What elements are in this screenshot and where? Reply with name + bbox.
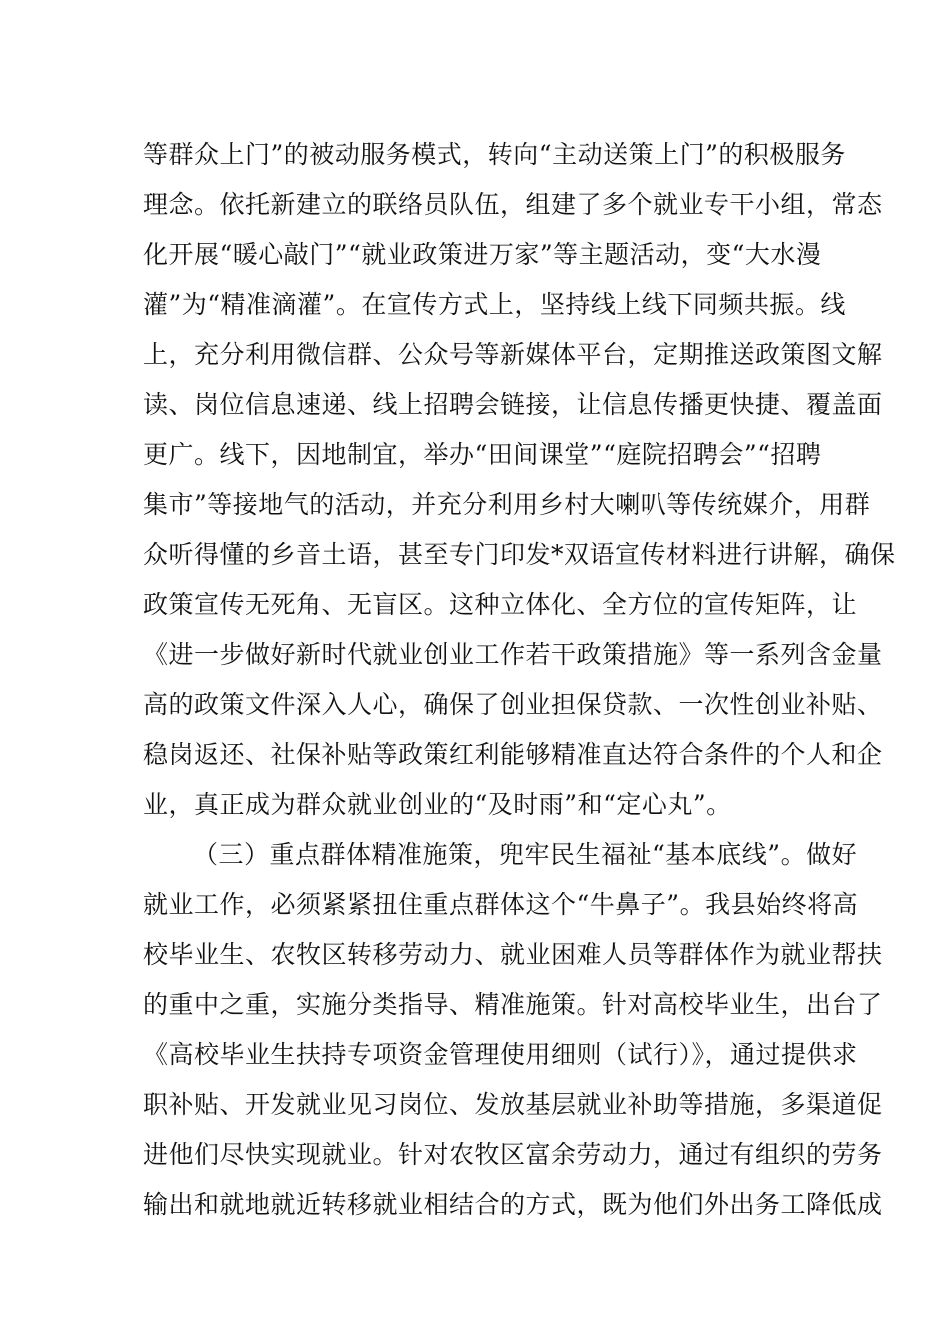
paragraph-2-line: 就业工作，必须紧紧扭住重点群体这个“牛鼻子”。我县始终将高 [143,890,859,919]
paragraph-2-line: 《高校毕业生扶持专项资金管理使用细则（试行）》，通过提供求 [143,1040,858,1069]
paragraph-1-line: 高的政策文件深入人心，确保了创业担保贷款、一次性创业补贴、 [143,690,883,719]
paragraph-1-line: 集市”等接地气的活动，并充分利用乡村大喇叭等传统媒介，用群 [143,490,871,519]
paragraph-2-line: 输出和就地就近转移就业相结合的方式，既为他们外出务工降低成 [143,1190,883,1219]
paragraph-1-line: 业，真正成为群众就业创业的“及时雨”和“定心丸”。 [143,790,732,819]
paragraph-1-line: 政策宣传无死角、无盲区。这种立体化、全方位的宣传矩阵，让 [143,590,858,619]
paragraph-1-line: 化开展“暖心敲门”“就业政策进万家”等主题活动，变“大水漫 [143,240,822,269]
paragraph-2 [143,830,883,1230]
paragraph-2-line: 进他们尽快实现就业。针对农牧区富余劳动力，通过有组织的劳务 [143,1140,883,1169]
paragraph-2-line: （三）重点群体精准施策，兜牢民生福祉“基本底线”。做好 [193,840,858,869]
paragraph-2-line: 校毕业生、农牧区转移劳动力、就业困难人员等群体作为就业帮扶 [143,940,883,969]
paragraph-1-line: 灌”为“精准滴灌”。在宣传方式上，坚持线上线下同频共振。线 [143,290,846,319]
paragraph-1-line: 众听得懂的乡音土语，甚至专门印发*双语宣传材料进行讲解，确保 [143,540,896,569]
paragraph-2-line: 的重中之重，实施分类指导、精准施策。针对高校毕业生，出台了 [143,990,883,1019]
paragraph-1-line: 上，充分利用微信群、公众号等新媒体平台，定期推送政策图文解 [143,340,883,369]
paragraph-1-line: 稳岗返还、社保补贴等政策红利能够精准直达符合条件的个人和企 [143,740,883,769]
paragraph-1-line: 读、岗位信息速递、线上招聘会链接，让信息传播更快捷、覆盖面 [143,390,883,419]
paragraph-1-line: 更广。线下，因地制宜，举办“田间课堂”“庭院招聘会”“招聘 [143,440,822,469]
paragraph-1 [143,130,896,830]
paragraph-1-line: 等群众上门”的被动服务模式，转向“主动送策上门”的积极服务 [143,140,846,169]
paragraph-1-line: 《进一步做好新时代就业创业工作若干政策措施》等一系列含金量 [143,640,883,669]
paragraph-1-line: 理念。依托新建立的联络员队伍，组建了多个就业专干小组，常态 [143,190,883,219]
paragraph-2-line: 职补贴、开发就业见习岗位、发放基层就业补助等措施，多渠道促 [143,1090,883,1119]
